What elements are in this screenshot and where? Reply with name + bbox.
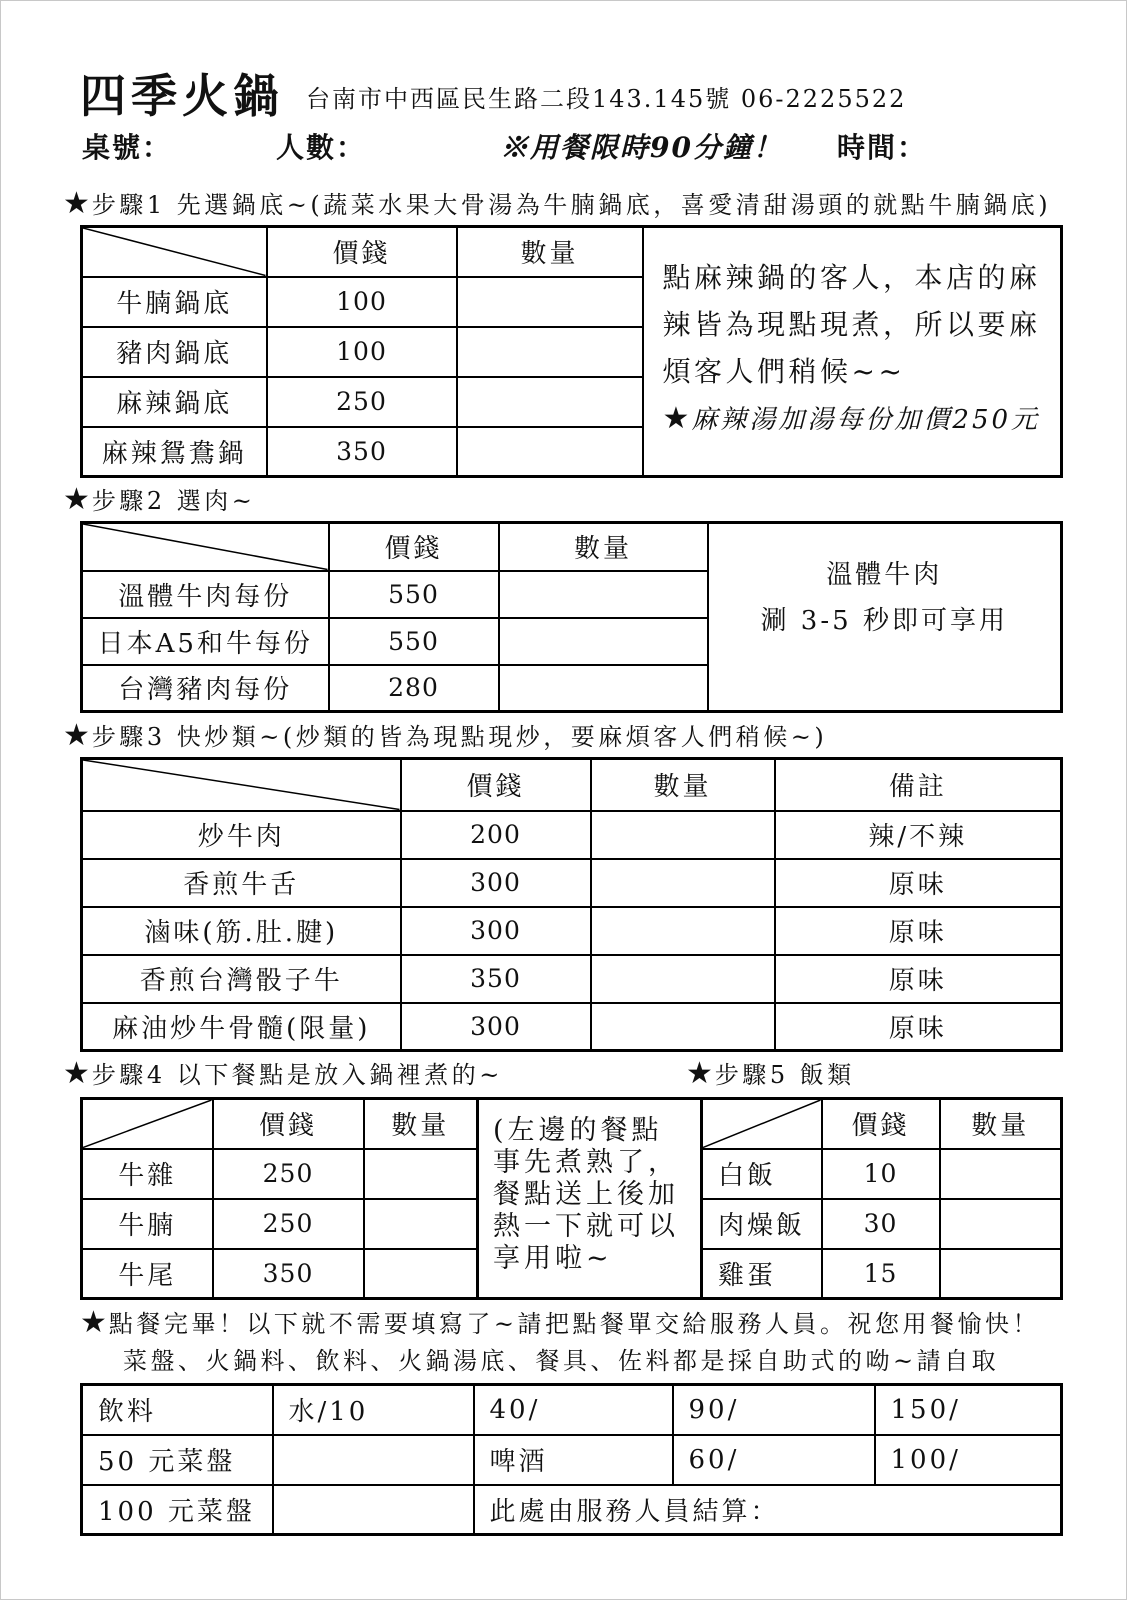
quantity-cell [457,427,643,477]
note-line: 溫體牛肉 [826,560,943,590]
quantity-cell [591,907,775,955]
quantity-column-header: 數量 [591,759,775,811]
rice-item-name: 雞蛋 [702,1249,822,1299]
item-price: 350 [213,1249,364,1299]
item-name: 溫體牛肉每份 [82,571,329,618]
quantity-cell [591,955,775,1003]
item-price: 100 [267,327,457,377]
water-price: 水/10 [273,1385,474,1435]
item-name: 牛腩鍋底 [82,277,267,327]
item-name: 台灣豬肉每份 [82,665,329,712]
item-price: 250 [213,1199,364,1249]
item-remark: 原味 [775,907,1062,955]
item-remark: 原味 [775,1003,1062,1051]
table-row [82,1435,1062,1485]
meat-note [708,523,1062,712]
note-line: 煩客人們稍候~~ [662,355,906,388]
quantity-cell [499,571,708,618]
note-line: 事先煮熟了， [493,1147,679,1178]
step4-heading [63,1057,503,1092]
drinks-label: 飲料 [82,1385,273,1435]
item-price: 300 [401,907,591,955]
header-corner-cell [82,523,329,571]
rice-item-price: 30 [822,1199,940,1249]
plate-50-label: 50 元菜盤 [82,1435,273,1485]
remark-column-header: 備註 [775,759,1062,811]
price-column-header: 價錢 [267,227,457,277]
time-label: 時間： [837,131,928,164]
rice-item-price: 10 [822,1149,940,1199]
quantity-cell [940,1249,1062,1299]
item-price: 350 [267,427,457,477]
item-remark: 原味 [775,955,1062,1003]
quantity-cell [499,665,708,712]
star-icon: ★ [63,718,90,753]
quantity-cell [364,1249,478,1299]
diagonal-line [83,228,266,276]
order-complete-note [80,1306,1040,1341]
star-icon: ★ [686,1056,713,1091]
item-price: 280 [329,665,499,712]
plate-100-label: 100 元菜盤 [82,1485,273,1535]
star-icon: ★ [63,1056,90,1091]
table-header-row [82,523,1062,571]
price-column-header: 價錢 [401,759,591,811]
item-name: 豬肉鍋底 [82,327,267,377]
item-price: 250 [213,1149,364,1199]
quantity-cell [364,1149,478,1199]
restaurant-name: 四季火鍋 [80,69,284,123]
note-line: 點麻辣鍋的客人，本店的麻 [662,261,1041,294]
quantity-cell [591,1003,775,1051]
note-line: 餐點送上後加 [493,1179,679,1210]
star-icon: ★ [662,401,690,436]
table-row [82,1485,1062,1535]
step5-heading [686,1057,855,1092]
price-column-header: 價錢 [822,1099,940,1149]
price-column-header: 價錢 [213,1099,364,1149]
diagonal-line [83,1100,212,1148]
item-price: 350 [401,955,591,1003]
step2-heading [63,483,255,518]
plate-50-count-cell [273,1435,474,1485]
time-limit-notice: ※用餐限時90分鐘！ [500,131,783,164]
quantity-cell [591,811,775,859]
step1-heading [63,187,1051,222]
item-name: 麻油炒牛骨髓(限量) [82,1003,401,1051]
item-name: 牛尾 [82,1249,213,1299]
item-price: 300 [401,859,591,907]
quantity-column-header: 數量 [364,1099,478,1149]
quantity-column-header: 數量 [457,227,643,277]
order-complete-text: 點餐完畢！以下就不需要填寫了~請把點餐單交給服務人員。祝您用餐愉快！ [108,1310,1041,1338]
item-name: 麻辣鴛鴦鍋 [82,427,267,477]
item-name: 牛腩 [82,1199,213,1249]
item-name: 日本A5和牛每份 [82,618,329,665]
quantity-cell [364,1199,478,1249]
header-corner-cell [82,1099,213,1149]
star-icon: ★ [63,482,90,517]
spicy-soup-note [643,227,1062,477]
rice-item-name: 白飯 [702,1149,822,1199]
step3-heading [63,719,827,754]
item-price: 550 [329,618,499,665]
header-corner-cell [702,1099,822,1149]
beer-price-60: 60/ [673,1435,875,1485]
quantity-cell [940,1149,1062,1199]
quantity-cell [940,1199,1062,1249]
note-line: 享用啦~ [493,1243,613,1274]
item-name: 炒牛肉 [82,811,401,859]
table-header-row [82,227,1062,277]
note-line: 熱一下就可以 [493,1211,679,1242]
header-corner-cell [82,759,401,811]
item-remark: 原味 [775,859,1062,907]
quantity-cell [499,618,708,665]
step4-step5-table [80,1097,1063,1300]
table-row [82,1003,1062,1051]
rice-item-name: 肉燥飯 [702,1199,822,1249]
table-row [82,811,1062,859]
self-service-note: 菜盤、火鍋料、飲料、火鍋湯底、餐具、佐料都是採自助式的呦~請自取 [123,1347,1000,1375]
quantity-column-header: 數量 [940,1099,1062,1149]
item-name: 香煎牛舌 [82,859,401,907]
quantity-cell [457,277,643,327]
item-price: 250 [267,377,457,427]
step5-heading-text: 步驟5 飯類 [714,1061,855,1089]
item-name: 麻辣鍋底 [82,377,267,427]
note-line: 涮 3-5 秒即可享用 [760,606,1008,636]
item-remark: 辣/不辣 [775,811,1062,859]
quantity-column-header: 數量 [499,523,708,571]
extra-soup-price-text: 麻辣湯加湯每份加價250元 [691,405,1041,435]
step3-heading-text: 步驟3 快炒類~(炒類的皆為現點現炒，要麻煩客人們稍候~) [91,723,828,751]
table-number-label: 桌號： [82,131,173,164]
people-count-label: 人數： [276,131,367,164]
step2-meat-table [80,521,1063,713]
diagonal-line [703,1100,821,1148]
item-name: 牛雜 [82,1149,213,1199]
item-price: 100 [267,277,457,327]
item-name: 滷味(筋.肚.腱) [82,907,401,955]
table-row [82,955,1062,1003]
star-icon: ★ [80,1305,107,1340]
step1-soup-base-table [80,225,1063,478]
table-row [82,907,1062,955]
quantity-cell [591,859,775,907]
step1-heading-text: 步驟1 先選鍋底~(蔬菜水果大骨湯為牛腩鍋底，喜愛清甜湯頭的就點牛腩鍋底) [91,191,1052,219]
rice-item-price: 15 [822,1249,940,1299]
beer-label: 啤酒 [474,1435,673,1485]
note-line: 辣皆為現點現煮，所以要麻 [662,308,1041,341]
extra-soup-price-note [663,395,1061,444]
price-column-header: 價錢 [329,523,499,571]
item-price: 550 [329,571,499,618]
star-icon: ★ [63,186,90,221]
beer-price-100: 100/ [875,1435,1062,1485]
diagonal-line [83,760,400,810]
table-row [82,1385,1062,1435]
table-header-row [82,1099,1062,1149]
item-price: 200 [401,811,591,859]
drink-price-150: 150/ [875,1385,1062,1435]
item-name: 香煎台灣骰子牛 [82,955,401,1003]
step2-heading-text: 步驟2 選肉~ [91,487,256,515]
quantity-cell [457,377,643,427]
step4-heading-text: 步驟4 以下餐點是放入鍋裡煮的~ [91,1061,503,1089]
quantity-cell [457,327,643,377]
step3-stir-fry-table [80,757,1063,1052]
diagonal-line [83,524,328,570]
drink-price-40: 40/ [474,1385,673,1435]
plate-100-count-cell [273,1485,474,1535]
restaurant-address: 台南市中西區民生路二段143.145號 06-2225522 [306,85,907,113]
drink-price-90: 90/ [673,1385,875,1435]
note-line: (左邊的餐點 [493,1115,663,1146]
settlement-table [80,1383,1063,1536]
table-header-row [82,759,1062,811]
precooked-items-note [478,1099,702,1299]
staff-settlement-note: 此處由服務人員結算： [474,1485,1062,1535]
item-price: 300 [401,1003,591,1051]
header-corner-cell [82,227,267,277]
table-row [82,859,1062,907]
